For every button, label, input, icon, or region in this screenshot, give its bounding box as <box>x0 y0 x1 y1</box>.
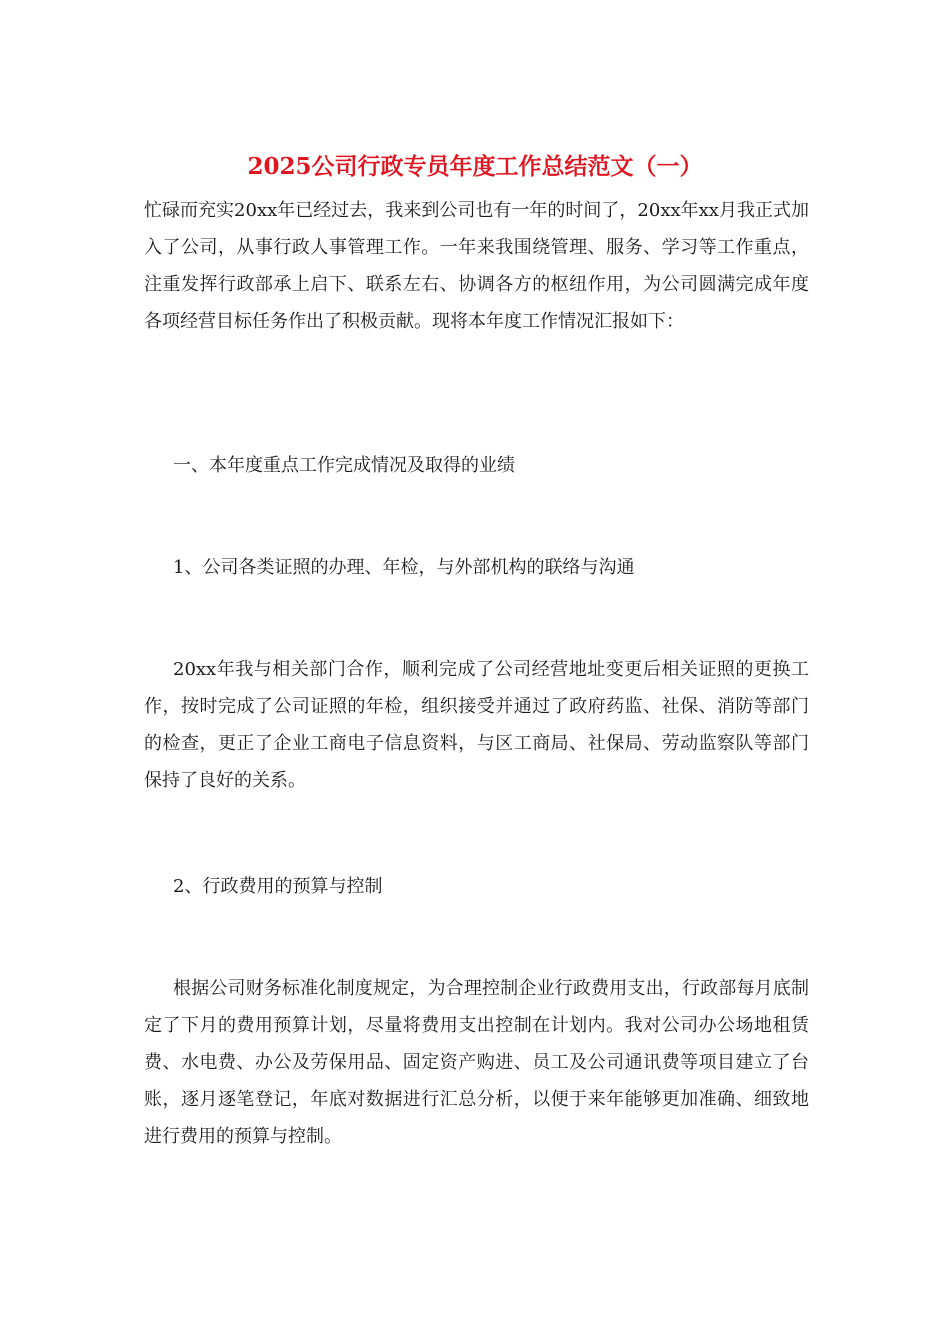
item1-paragraph: 20xx年我与相关部门合作，顺利完成了公司经营地址变更后相关证照的更换工作，按时完成了公司证照的年检，组织接受并通过了政府药监、社保、消防等部门的检查，更正了企业工商电子信息资料，与区工商局、社保局、劳动监察队等部门保持了良好的关系。 <box>144 659 809 791</box>
document-title: 2025公司行政专员年度工作总结范文（一） <box>247 153 703 180</box>
item2-paragraph: 根据公司财务标准化制度规定，为合理控制企业行政费用支出，行政部每月底制定了下月的费用预算计划，尽量将费用支出控制在计划内。我对公司办公场地租赁费、水电费、办公及劳保用品、固定资产购进、员工及公司通讯费等项目建立了台账，逐月逐笔登记，年底对数据进行汇总分析，以便于来年能够更加准确、细致地进行费用的预算与控制。 <box>144 978 809 1147</box>
item1-heading: 1、公司各类证照的办理、年检，与外部机构的联络与沟通 <box>173 557 635 578</box>
section-heading: 一、本年度重点工作完成情况及取得的业绩 <box>173 455 515 476</box>
item2-heading: 2、行政费用的预算与控制 <box>173 876 383 897</box>
intro-paragraph: 忙碌而充实20xx年已经过去，我来到公司也有一年的时间了，20xx年xx月我正式加入了公司，从事行政人事管理工作。一年来我围绕管理、服务、学习等工作重点，注重发挥行政部承上启下、联系左右、协调各方的枢纽作用，为公司圆满完成年度各项经营目标任务作出了积极贡献。现将本年度工作情况汇报如下： <box>144 200 809 332</box>
